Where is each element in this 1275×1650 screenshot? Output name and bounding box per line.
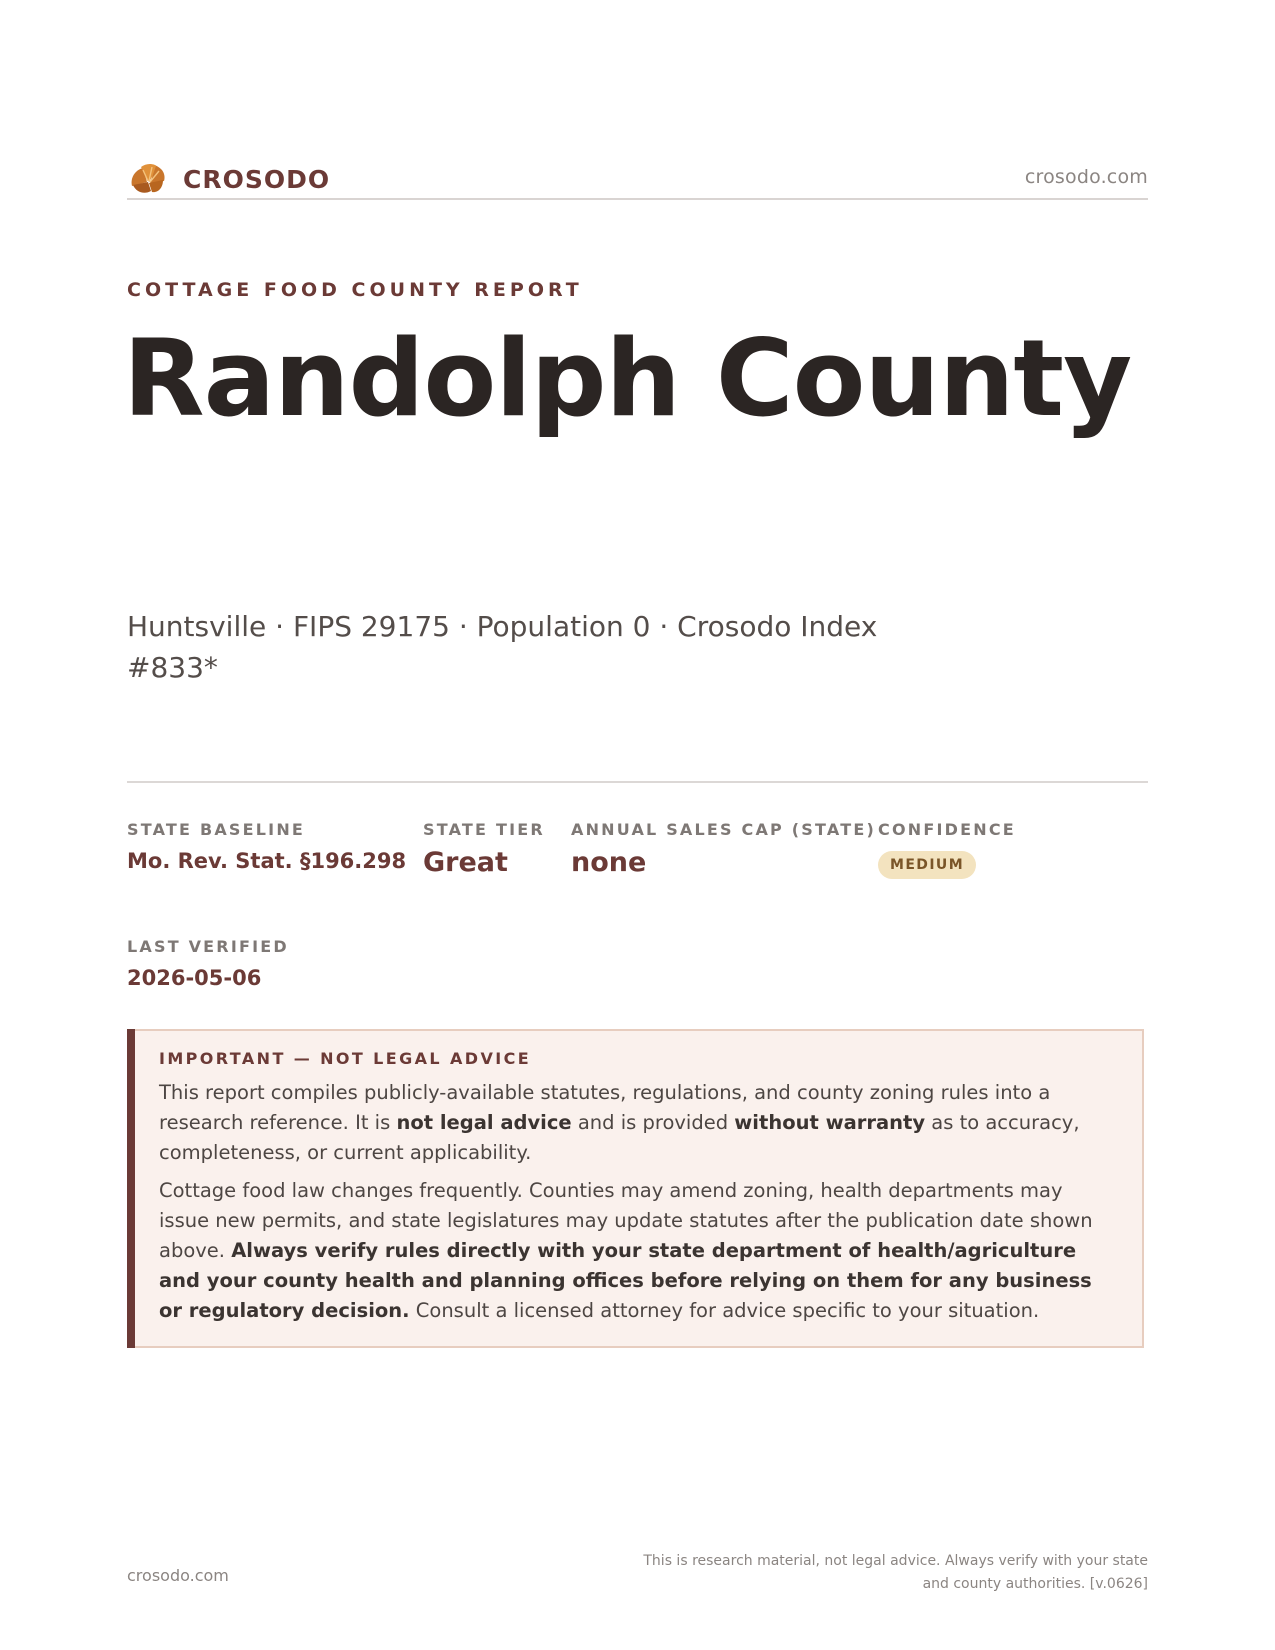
report-eyebrow: COTTAGE FOOD COUNTY REPORT bbox=[127, 279, 583, 301]
notice-emphasis: Always verify rules directly with your state department of health/agriculture and your county health and planning offices before relying on them for any business or regulatory decision. bbox=[159, 1239, 1092, 1322]
stat-state-tier bbox=[423, 820, 545, 878]
notice-accent-bar bbox=[127, 1029, 135, 1348]
brand-name: CROSODO bbox=[183, 164, 331, 194]
site-url[interactable]: crosodo.com bbox=[1024, 166, 1148, 188]
stat-label: STATE BASELINE bbox=[127, 820, 306, 839]
notice-text: and is provided bbox=[571, 1111, 735, 1134]
notice-text: This report compiles publicly-available statutes, regulations, and county zoning rules into a research reference. It is bbox=[159, 1081, 1051, 1134]
stat-value: 2026-05-06 bbox=[127, 966, 262, 990]
brand bbox=[127, 158, 330, 200]
croissant-icon bbox=[127, 158, 169, 200]
stat-confidence bbox=[878, 820, 1016, 879]
stat-value: Great bbox=[423, 847, 508, 878]
footer-disclaimer-line: This is research material, not legal advice. Always verify with your state bbox=[643, 1553, 1148, 1569]
stat-last-verified bbox=[127, 937, 289, 990]
footer-disclaimer bbox=[588, 1550, 1148, 1596]
notice-text: Consult a licensed attorney for advice specific to your situation. bbox=[409, 1299, 1040, 1322]
stat-label: LAST VERIFIED bbox=[127, 937, 289, 956]
stat-label: STATE TIER bbox=[423, 820, 545, 839]
stat-value: none bbox=[571, 847, 647, 878]
stat-state-baseline bbox=[127, 820, 406, 873]
footer-site-url[interactable]: crosodo.com bbox=[127, 1566, 229, 1585]
notice-text: as to accuracy, completeness, or current applicability. bbox=[159, 1111, 1080, 1164]
stat-label: ANNUAL SALES CAP (STATE) bbox=[571, 820, 876, 839]
stat-label: CONFIDENCE bbox=[878, 820, 1016, 839]
legal-notice bbox=[127, 1029, 1144, 1348]
notice-content bbox=[159, 1049, 1117, 1326]
notice-paragraph bbox=[159, 1078, 1117, 1168]
notice-text: Cottage food law changes frequently. Counties may amend zoning, health departments may issue new permits, and state legislatures may update statutes after the publication date shown above. bbox=[159, 1179, 1093, 1262]
section-divider bbox=[127, 781, 1148, 783]
notice-paragraph bbox=[159, 1176, 1117, 1326]
page-title: Randolph County bbox=[123, 317, 1132, 440]
confidence-badge: MEDIUM bbox=[878, 851, 976, 879]
header-divider bbox=[127, 198, 1148, 200]
report-page bbox=[123, 0, 1148, 1650]
stat-value: Mo. Rev. Stat. §196.298 bbox=[127, 849, 407, 873]
notice-title: IMPORTANT — NOT LEGAL ADVICE bbox=[159, 1049, 532, 1068]
county-subline: Huntsville · FIPS 29175 · Population 0 · Crosodo Index #833* bbox=[127, 610, 878, 684]
notice-emphasis: not legal advice bbox=[396, 1111, 572, 1134]
notice-emphasis: without warranty bbox=[734, 1111, 926, 1134]
stat-sales-cap bbox=[571, 820, 876, 878]
footer-disclaimer-line: and county authorities. [v.0626] bbox=[922, 1576, 1148, 1592]
